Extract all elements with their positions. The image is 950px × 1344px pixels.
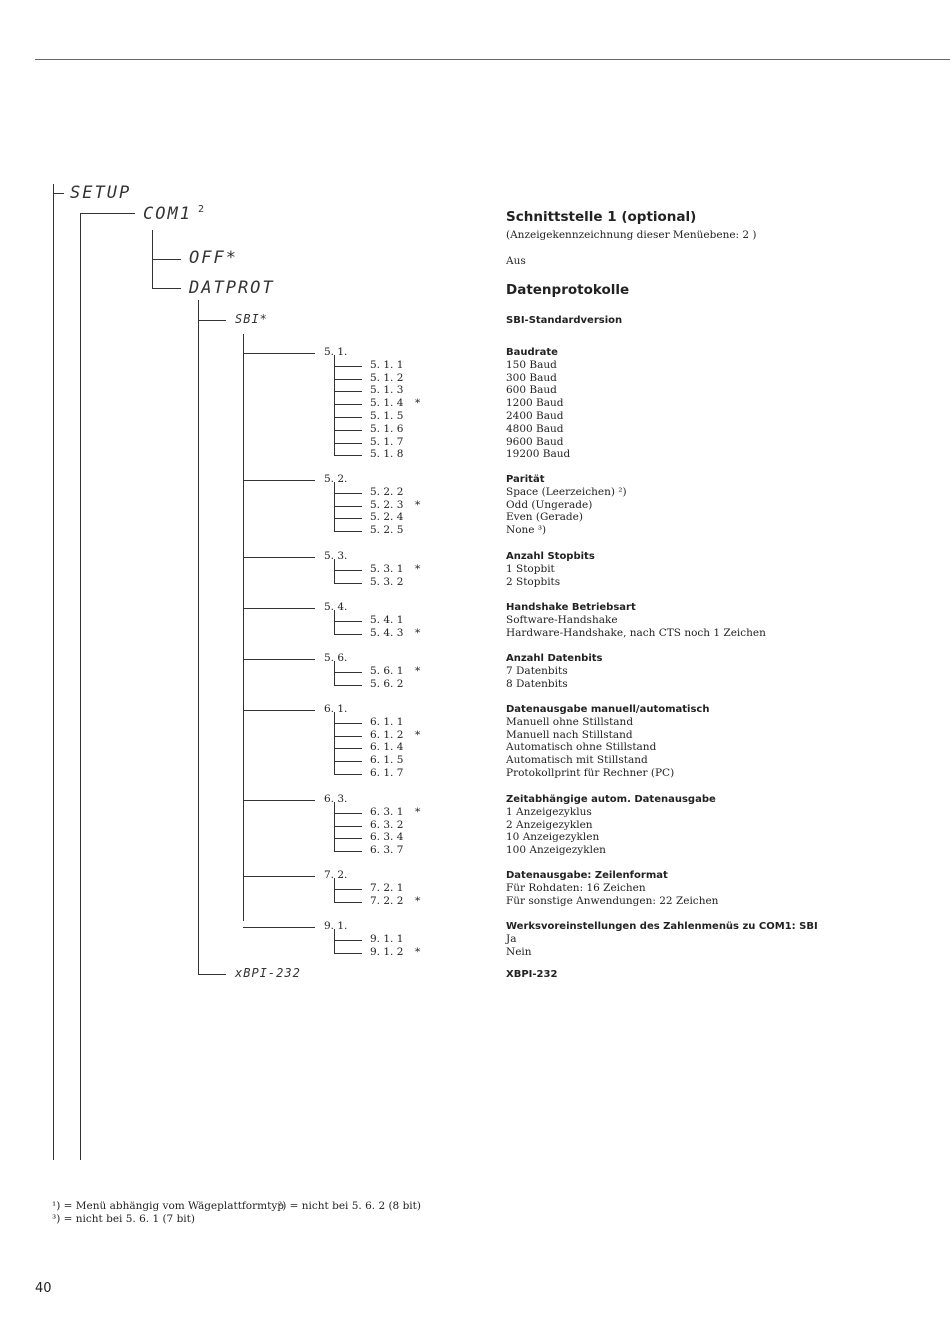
item-branch-line — [334, 748, 362, 749]
group-items-line — [334, 878, 335, 902]
group-items-line — [334, 610, 335, 634]
item-branch-line — [334, 621, 362, 622]
item-code: 5. 1. 1 — [370, 358, 404, 371]
group-title: Parität — [506, 474, 545, 485]
item-branch-line — [334, 685, 362, 686]
com1-title: Schnittstelle 1 (optional) — [506, 209, 697, 225]
item-branch-line — [334, 570, 362, 571]
tree-line-sbi — [243, 334, 244, 921]
item-description: Manuell nach Stillstand — [506, 728, 633, 741]
tree-branch-sbi — [198, 320, 226, 321]
item-description: Automatisch mit Stillstand — [506, 754, 648, 767]
tree-branch-setup — [53, 193, 64, 194]
item-branch-line — [334, 774, 362, 775]
item-code: 5. 3. 1 — [370, 562, 404, 575]
item-code: 5. 2. 4 — [370, 511, 404, 524]
item-code: 9. 1. 1 — [370, 932, 404, 945]
group-branch-line — [243, 608, 315, 609]
group-items-line — [334, 712, 335, 774]
item-branch-line — [334, 723, 362, 724]
sbi-title: SBI-Standardversion — [506, 315, 623, 326]
item-branch-line — [334, 404, 362, 405]
footnote-2: ²) = nicht bei 5. 6. 2 (8 bit) — [278, 1200, 421, 1212]
item-code: 9. 1. 2 — [370, 945, 404, 958]
menu-setup-label: SETUP — [70, 183, 132, 203]
item-branch-line — [334, 634, 362, 635]
item-branch-line — [334, 455, 362, 456]
item-branch-line — [334, 838, 362, 839]
item-code: 7. 2. 1 — [370, 881, 404, 894]
group-branch-line — [243, 710, 315, 711]
item-code: 5. 1. 7 — [370, 435, 404, 448]
item-code: 6. 1. 2 — [370, 728, 404, 741]
item-default-marker: * — [415, 945, 421, 958]
group-code: 6. 1. — [324, 703, 348, 715]
item-default-marker: * — [415, 894, 421, 907]
item-code: 5. 1. 3 — [370, 384, 404, 397]
item-branch-line — [334, 761, 362, 762]
group-code: 9. 1. — [324, 920, 348, 932]
group-title: Datenausgabe manuell/automatisch — [506, 704, 710, 715]
item-code: 5. 1. 2 — [370, 371, 404, 384]
page-number: 40 — [35, 1281, 52, 1296]
item-description: 10 Anzeigezyklen — [506, 831, 600, 844]
item-description: Space (Leerzeichen) ²) — [506, 485, 627, 498]
tree-line-datprot — [198, 300, 199, 974]
group-title: Datenausgabe: Zeilenformat — [506, 870, 668, 881]
menu-sbi-label: SBI* — [235, 312, 268, 326]
item-code: 6. 1. 1 — [370, 715, 404, 728]
group-title: Anzahl Stopbits — [506, 551, 595, 562]
item-description: Manuell ohne Stillstand — [506, 715, 634, 728]
item-description: 300 Baud — [506, 371, 557, 384]
item-branch-line — [334, 889, 362, 890]
item-code: 5. 1. 8 — [370, 448, 404, 461]
item-code: 5. 1. 6 — [370, 422, 404, 435]
menu-com1-label — [143, 204, 206, 224]
item-branch-line — [334, 518, 362, 519]
item-description: 9600 Baud — [506, 435, 564, 448]
top-rule — [35, 59, 950, 60]
item-branch-line — [334, 379, 362, 380]
item-branch-line — [334, 953, 362, 954]
group-branch-line — [243, 800, 315, 801]
group-code: 5. 2. — [324, 473, 348, 485]
group-branch-line — [243, 927, 315, 928]
group-code: 6. 3. — [324, 793, 348, 805]
item-code: 6. 1. 7 — [370, 767, 404, 779]
tree-line-com1 — [80, 213, 81, 1160]
footnote-3: ³) = nicht bei 5. 6. 1 (7 bit) — [52, 1213, 195, 1225]
group-title: Anzahl Datenbits — [506, 653, 603, 664]
item-description: Even (Gerade) — [506, 511, 583, 524]
tree-branch-xbpi — [198, 974, 226, 975]
group-items-line — [334, 355, 335, 455]
item-branch-line — [334, 506, 362, 507]
item-code: 5. 1. 4 — [370, 397, 404, 410]
tree-branch-com1 — [80, 213, 135, 214]
item-code: 5. 2. 3 — [370, 498, 404, 511]
menu-off-label: OFF* — [189, 248, 238, 268]
item-default-marker: * — [415, 805, 421, 818]
item-code: 5. 3. 2 — [370, 575, 404, 588]
group-code: 5. 1. — [324, 346, 348, 358]
group-code: 5. 6. — [324, 652, 348, 664]
item-branch-line — [334, 443, 362, 444]
item-description: Nein — [506, 945, 532, 958]
footnote-1: ¹) = Menü abhängig vom Wägeplattformtyp — [52, 1200, 284, 1212]
item-branch-line — [334, 851, 362, 852]
item-code: 5. 2. 2 — [370, 485, 404, 498]
item-default-marker: * — [415, 498, 421, 511]
item-branch-line — [334, 583, 362, 584]
group-code: 5. 4. — [324, 601, 348, 613]
item-description: Für Rohdaten: 16 Zeichen — [506, 881, 646, 894]
item-description: 1 Anzeigezyklus — [506, 805, 592, 818]
item-description: Automatisch ohne Stillstand — [506, 741, 657, 754]
item-description: 1200 Baud — [506, 397, 564, 410]
item-branch-line — [334, 672, 362, 673]
group-code: 5. 3. — [324, 550, 348, 562]
item-description: 19200 Baud — [506, 448, 571, 461]
item-description: Protokollprint für Rechner (PC) — [506, 767, 675, 779]
xbpi-title: XBPI-232 — [506, 969, 558, 980]
item-branch-line — [334, 391, 362, 392]
off-description: Aus — [506, 255, 526, 267]
tree-branch-off — [152, 259, 181, 260]
item-branch-line — [334, 736, 362, 737]
group-items-line — [334, 482, 335, 531]
item-description: Für sonstige Anwendungen: 22 Zeichen — [506, 894, 719, 907]
datprot-title: Datenprotokolle — [506, 282, 630, 298]
item-description: 2 Anzeigezyklen — [506, 818, 593, 831]
group-items-line — [334, 661, 335, 685]
item-code: 5. 6. 1 — [370, 664, 404, 677]
item-code: 6. 3. 4 — [370, 831, 404, 844]
group-items-line — [334, 929, 335, 953]
item-branch-line — [334, 813, 362, 814]
group-items-line — [334, 802, 335, 851]
item-description: Hardware-Handshake, nach CTS noch 1 Zeichen — [506, 626, 766, 639]
item-branch-line — [334, 430, 362, 431]
item-branch-line — [334, 417, 362, 418]
menu-com1-footnote-ref: 2 — [197, 204, 206, 216]
item-code: 6. 3. 7 — [370, 844, 404, 857]
tree-line-setup — [53, 184, 54, 1160]
item-branch-line — [334, 493, 362, 494]
group-code: 7. 2. — [324, 869, 348, 881]
tree-branch-datprot — [152, 288, 181, 289]
group-branch-line — [243, 557, 315, 558]
item-description: 7 Datenbits — [506, 664, 568, 677]
com1-subtitle: (Anzeigekennzeichnung dieser Menüebene: 2 ) — [506, 229, 757, 241]
item-code: 7. 2. 2 — [370, 894, 404, 907]
group-branch-line — [243, 480, 315, 481]
menu-datprot-label: DATPROT — [189, 278, 275, 298]
item-code: 5. 2. 5 — [370, 524, 404, 537]
item-code: 5. 4. 1 — [370, 613, 404, 626]
item-default-marker: * — [415, 397, 421, 410]
item-code: 5. 6. 2 — [370, 677, 404, 690]
group-title: Baudrate — [506, 347, 558, 358]
item-description: 8 Datenbits — [506, 677, 568, 690]
item-code: 6. 1. 5 — [370, 754, 404, 767]
item-description: 4800 Baud — [506, 422, 564, 435]
menu-xbpi-label: xBPI-232 — [235, 966, 301, 980]
group-branch-line — [243, 659, 315, 660]
group-title: Werksvoreinstellungen des Zahlenmenüs zu COM1: SBI — [506, 921, 818, 932]
item-branch-line — [334, 902, 362, 903]
item-branch-line — [334, 531, 362, 532]
item-branch-line — [334, 366, 362, 367]
item-default-marker: * — [415, 664, 421, 677]
item-description: 2400 Baud — [506, 410, 564, 422]
item-default-marker: * — [415, 626, 421, 639]
item-code: 6. 1. 4 — [370, 741, 404, 754]
group-branch-line — [243, 876, 315, 877]
item-branch-line — [334, 940, 362, 941]
item-description: None ³) — [506, 524, 547, 537]
item-description: Odd (Ungerade) — [506, 498, 593, 511]
item-description: Ja — [506, 932, 517, 945]
menu-com1-text: COM1 — [143, 204, 192, 224]
item-code: 6. 3. 2 — [370, 818, 404, 831]
item-description: Software-Handshake — [506, 613, 618, 626]
item-default-marker: * — [415, 728, 421, 741]
item-default-marker: * — [415, 562, 421, 575]
item-branch-line — [334, 826, 362, 827]
item-description: 600 Baud — [506, 384, 557, 397]
group-title: Zeitabhängige autom. Datenausgabe — [506, 794, 716, 805]
item-description: 100 Anzeigezyklen — [506, 844, 606, 857]
item-code: 5. 1. 5 — [370, 410, 404, 422]
item-description: 2 Stopbits — [506, 575, 561, 588]
group-branch-line — [243, 353, 315, 354]
group-items-line — [334, 559, 335, 583]
item-description: 1 Stopbit — [506, 562, 555, 575]
item-code: 5. 4. 3 — [370, 626, 404, 639]
item-description: 150 Baud — [506, 358, 557, 371]
item-code: 6. 3. 1 — [370, 805, 404, 818]
group-title: Handshake Betriebsart — [506, 602, 636, 613]
